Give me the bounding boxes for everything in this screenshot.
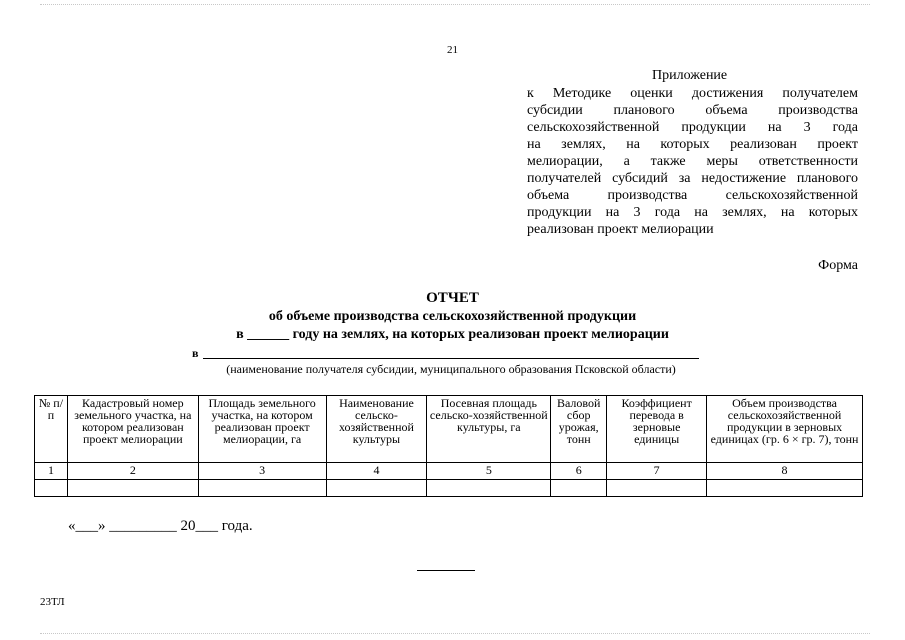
- appendix-line: субсидии планового объема производства: [527, 103, 858, 118]
- report-subtitle: об объеме производства сельскохозяйственной продукции: [268, 309, 637, 324]
- table-empty-row: [35, 480, 863, 497]
- report-subtitle-year: в ______ году на землях, на которых реализован проект мелиорации: [236, 327, 669, 342]
- table-cell[interactable]: [427, 480, 551, 497]
- appendix-line: получателей субсидий за недостижение планового: [527, 171, 858, 186]
- table-header-cell: Наименование сельско-хозяйственной культуры: [326, 396, 427, 463]
- recipient-caption: (наименование получателя субсидии, муниципального образования Псковской области): [226, 362, 676, 376]
- table-header-cell: Валовой сбор урожая, тонн: [551, 396, 607, 463]
- report-title: ОТЧЕТ: [426, 290, 479, 306]
- table-cell[interactable]: [67, 480, 198, 497]
- appendix-line: к Методике оценки достижения получателем: [527, 86, 858, 101]
- table-header-row: [35, 396, 863, 463]
- form-label: Форма: [818, 258, 858, 273]
- scan-artifact-top: [40, 4, 870, 5]
- table-header-cell: Коэффициент перевода в зерновые единицы: [607, 396, 707, 463]
- page-number: 21: [447, 44, 458, 56]
- recipient-fill-line: [203, 358, 699, 359]
- column-number-cell: 3: [198, 463, 326, 480]
- table-cell[interactable]: [707, 480, 863, 497]
- table-cell[interactable]: [35, 480, 68, 497]
- table-cell[interactable]: [607, 480, 707, 497]
- column-number-cell: 1: [35, 463, 68, 480]
- column-number-cell: 6: [551, 463, 607, 480]
- appendix-line: мелиорации, а также меры ответственности: [527, 154, 858, 169]
- appendix-text: [527, 85, 858, 238]
- table-header-cell: Посевная площадь сельско-хозяйственной культуры, га: [427, 396, 551, 463]
- table-header-cell: № п/п: [35, 396, 68, 463]
- column-number-cell: 8: [707, 463, 863, 480]
- column-number-cell: 5: [427, 463, 551, 480]
- footer-code: 23ТЛ: [40, 596, 65, 608]
- column-number-cell: 7: [607, 463, 707, 480]
- end-divider: [417, 570, 475, 571]
- date-line: «___» _________ 20___ года.: [68, 518, 253, 534]
- table-header-cell: Кадастровый номер земельного участка, на котором реализован проект мелиорации: [67, 396, 198, 463]
- table-column-number-row: [35, 463, 863, 480]
- appendix-title: Приложение: [652, 68, 728, 83]
- appendix-line: сельскохозяйственной продукции на 3 года: [527, 120, 858, 135]
- scan-artifact-bottom: [40, 633, 870, 634]
- table-header-cell: Площадь земельного участка, на котором реализован проект мелиорации, га: [198, 396, 326, 463]
- table-header-cell: Объем производства сельскохозяйственной продукции в зерновых единицах (гр. 6 × гр. 7), тонн: [707, 396, 863, 463]
- column-number-cell: 4: [326, 463, 427, 480]
- recipient-prefix: в: [192, 346, 199, 360]
- appendix-line: на землях, на которых реализован проект: [527, 137, 858, 152]
- appendix-line: объема производства сельскохозяйственной: [527, 188, 858, 203]
- report-table: [34, 395, 863, 497]
- appendix-line: продукции на 3 года на землях, на которых: [527, 205, 858, 220]
- table-cell[interactable]: [551, 480, 607, 497]
- table-cell[interactable]: [326, 480, 427, 497]
- table-cell[interactable]: [198, 480, 326, 497]
- appendix-line: реализован проект мелиорации: [527, 222, 714, 237]
- column-number-cell: 2: [67, 463, 198, 480]
